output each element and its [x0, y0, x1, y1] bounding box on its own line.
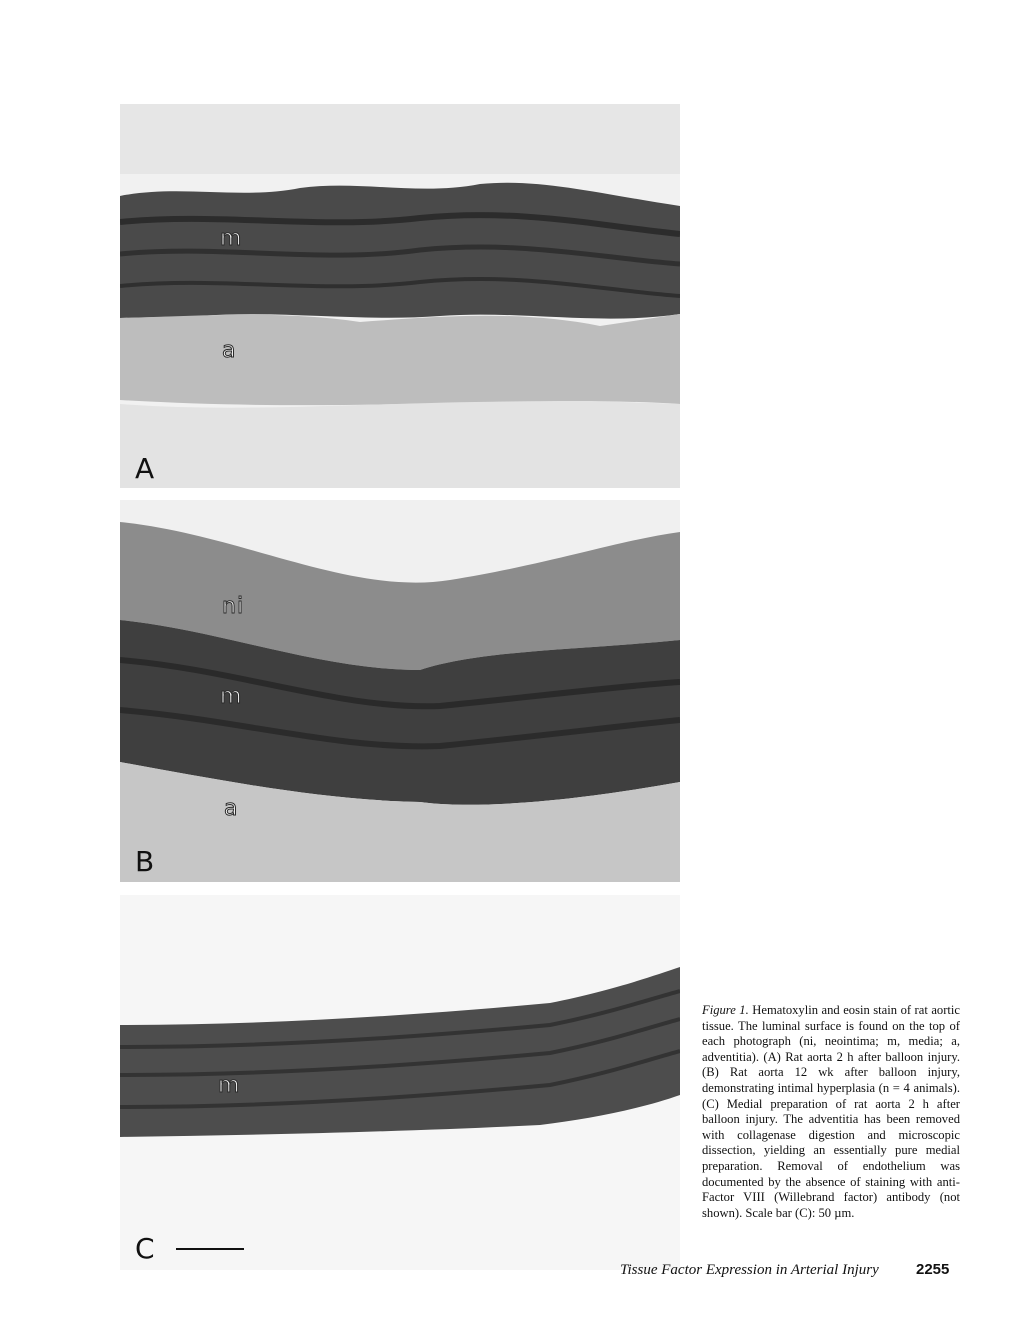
figure-caption	[702, 1003, 960, 1221]
caption-lead: Figure 1.	[702, 1003, 749, 1017]
label-adventitia-a: a	[222, 338, 237, 363]
page-number: 2255	[916, 1261, 950, 1278]
caption-body: Hematoxylin and eosin stain of rat aortic tissue. The luminal surface is found on the top of each photograph (ni, neointima; m, media; a, adventitia). (A) Rat aorta 2 h after balloon injury. (B) Rat aorta 12 wk after balloon injury, demonstrating intimal hyperplasia (n = 4 animals). (C) Medial preparation of rat aorta 2 h after balloon injury. The adventitia has been removed with collagenase digestion and microscopic dissection, yielding an essentially pure medial preparation. Removal of endothelium was documented by the absence of staining with anti-Factor VIII (Willebrand factor) antibody (not shown). Scale bar (C): 50 µm.	[702, 1003, 961, 1220]
running-title: Tissue Factor Expression in Arterial Injury	[620, 1262, 879, 1278]
micrograph-a-image	[120, 104, 680, 488]
label-neointima-b: ni	[222, 594, 245, 619]
label-media-c: m	[218, 1073, 241, 1098]
label-media-b: m	[220, 684, 243, 709]
label-adventitia-b: a	[224, 796, 239, 821]
panel-letter-c: C	[135, 1232, 155, 1265]
micrograph-panel-c	[120, 895, 680, 1270]
panel-letter-b: B	[135, 845, 155, 878]
micrograph-panel-a	[120, 104, 680, 488]
label-media-a: m	[220, 226, 243, 251]
micrograph-panel-b	[120, 500, 680, 882]
scale-bar	[176, 1248, 244, 1250]
micrograph-b-image	[120, 500, 680, 882]
panel-letter-a: A	[135, 452, 155, 485]
micrograph-c-image	[120, 895, 680, 1270]
